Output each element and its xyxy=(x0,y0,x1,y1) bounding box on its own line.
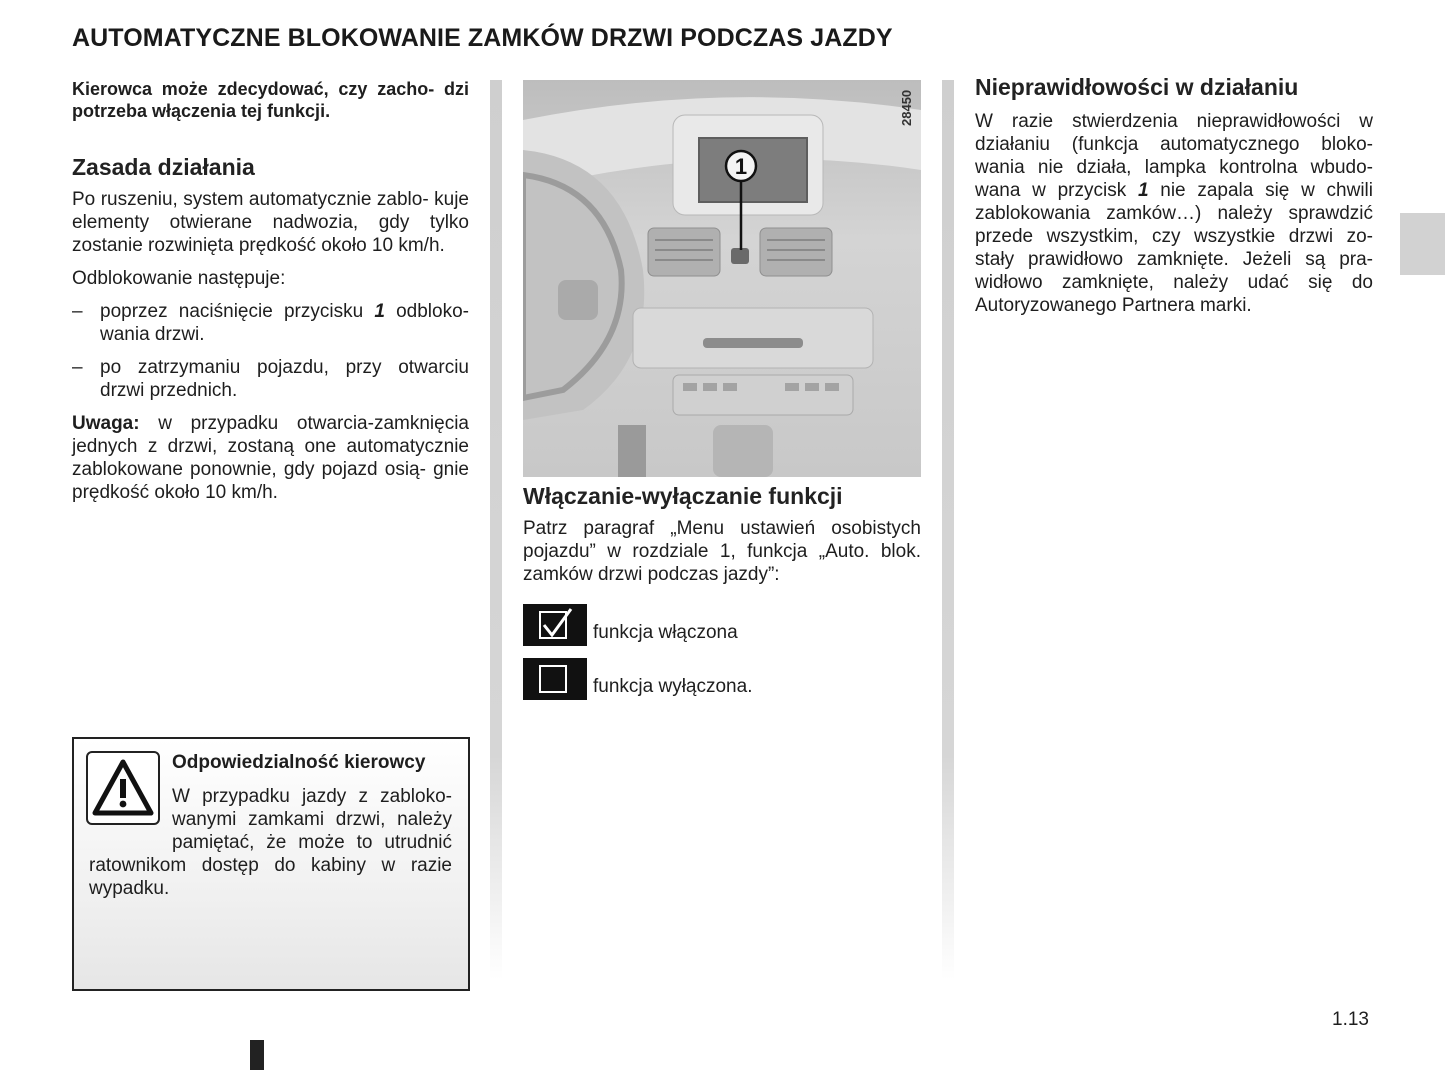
checkbox-unchecked-icon xyxy=(523,658,587,700)
warning-body: W przypadku jazdy z zabloko- wanymi zamkami drzwi, należy pamiętać, że może to utrudnić ratownikom dostęp do kabiny w razie wypadku. xyxy=(89,786,452,899)
unlock-intro: Odblokowanie następuje: xyxy=(72,268,286,289)
photo-reference: 28450 xyxy=(899,89,914,126)
callout-label: 1 xyxy=(734,154,748,179)
page-number: 1.13 xyxy=(1332,1009,1369,1030)
button-number: 1 xyxy=(374,301,385,322)
list-text: odbloko- wania drzwi. xyxy=(100,301,469,345)
list-text: po zatrzymaniu pojazdu, przy otwarciu drzwi przednich. xyxy=(100,357,469,401)
intro-text: Kierowca może zdecydować, czy zacho- dzi potrzeba włączenia tej funkcji. xyxy=(72,79,469,121)
warning-title: Odpowiedzialność kierowcy xyxy=(172,752,426,773)
note-label: Uwaga: xyxy=(72,413,140,434)
dashboard-photo xyxy=(523,80,921,477)
column-divider xyxy=(942,80,954,980)
bottom-mark xyxy=(250,1040,264,1070)
column-divider xyxy=(490,80,502,980)
function-off-label: funkcja wyłączona. xyxy=(593,676,753,697)
toggle-paragraph: Patrz paragraf „Menu ustawień osobistych pojazdu” w rozdziale 1, funkcja „Auto. blok. zamków drzwi podczas jazdy”: xyxy=(523,518,921,585)
list-dash: – xyxy=(72,301,83,322)
function-on-label: funkcja włączona xyxy=(593,622,738,643)
list-item xyxy=(72,300,469,346)
warning-box xyxy=(72,737,470,991)
button-number: 1 xyxy=(1137,180,1149,201)
list-text: poprzez naciśnięcie przycisku xyxy=(100,301,375,322)
note-paragraph xyxy=(72,412,469,504)
list-item xyxy=(72,356,469,402)
left-column xyxy=(72,78,469,504)
middle-column xyxy=(523,485,921,586)
checkbox-checked-icon xyxy=(523,604,587,646)
malfunction-text: nie zapala się w chwili zablokowania zamków…) należy sprawdzić przede wszystkim, czy wszystkie drzwi zo- stały prawidłowo zamknięte. Jeżeli są pra- widłowo zamknięte, należy udać się do Autoryzowanego Partnera marki. xyxy=(975,180,1373,316)
principle-heading: Zasada działania xyxy=(72,154,255,180)
malfunction-text: W razie stwierdzenia nieprawidłowości w działaniu (funkcja automatycznego bloko- wania nie działa, lampka kontrolna wbudo- wana w przycisk xyxy=(975,111,1373,201)
section-tab-marker xyxy=(1400,213,1445,275)
list-dash: – xyxy=(72,357,83,378)
note-text: w przypadku otwarcia-zamknięcia jednych z drzwi, zostaną one automatycznie zablokowane ponownie, gdy pojazd osią- gnie prędkość około 10 km/h. xyxy=(72,413,469,503)
principle-paragraph: Po ruszeniu, system automatycznie zablo- kuje elementy otwierane nadwozia, gdy tylko zostanie rozwinięta prędkość około 10 km/h. xyxy=(72,189,469,256)
page-title: AUTOMATYCZNE BLOKOWANIE ZAMKÓW DRZWI PODCZAS JAZDY xyxy=(72,24,893,52)
toggle-heading: Włączanie-wyłączanie funkcji xyxy=(523,483,843,509)
malfunction-heading: Nieprawidłowości w działaniu xyxy=(975,74,1299,100)
malfunction-paragraph xyxy=(975,110,1373,317)
right-column xyxy=(975,76,1373,317)
warning-text xyxy=(89,785,452,900)
